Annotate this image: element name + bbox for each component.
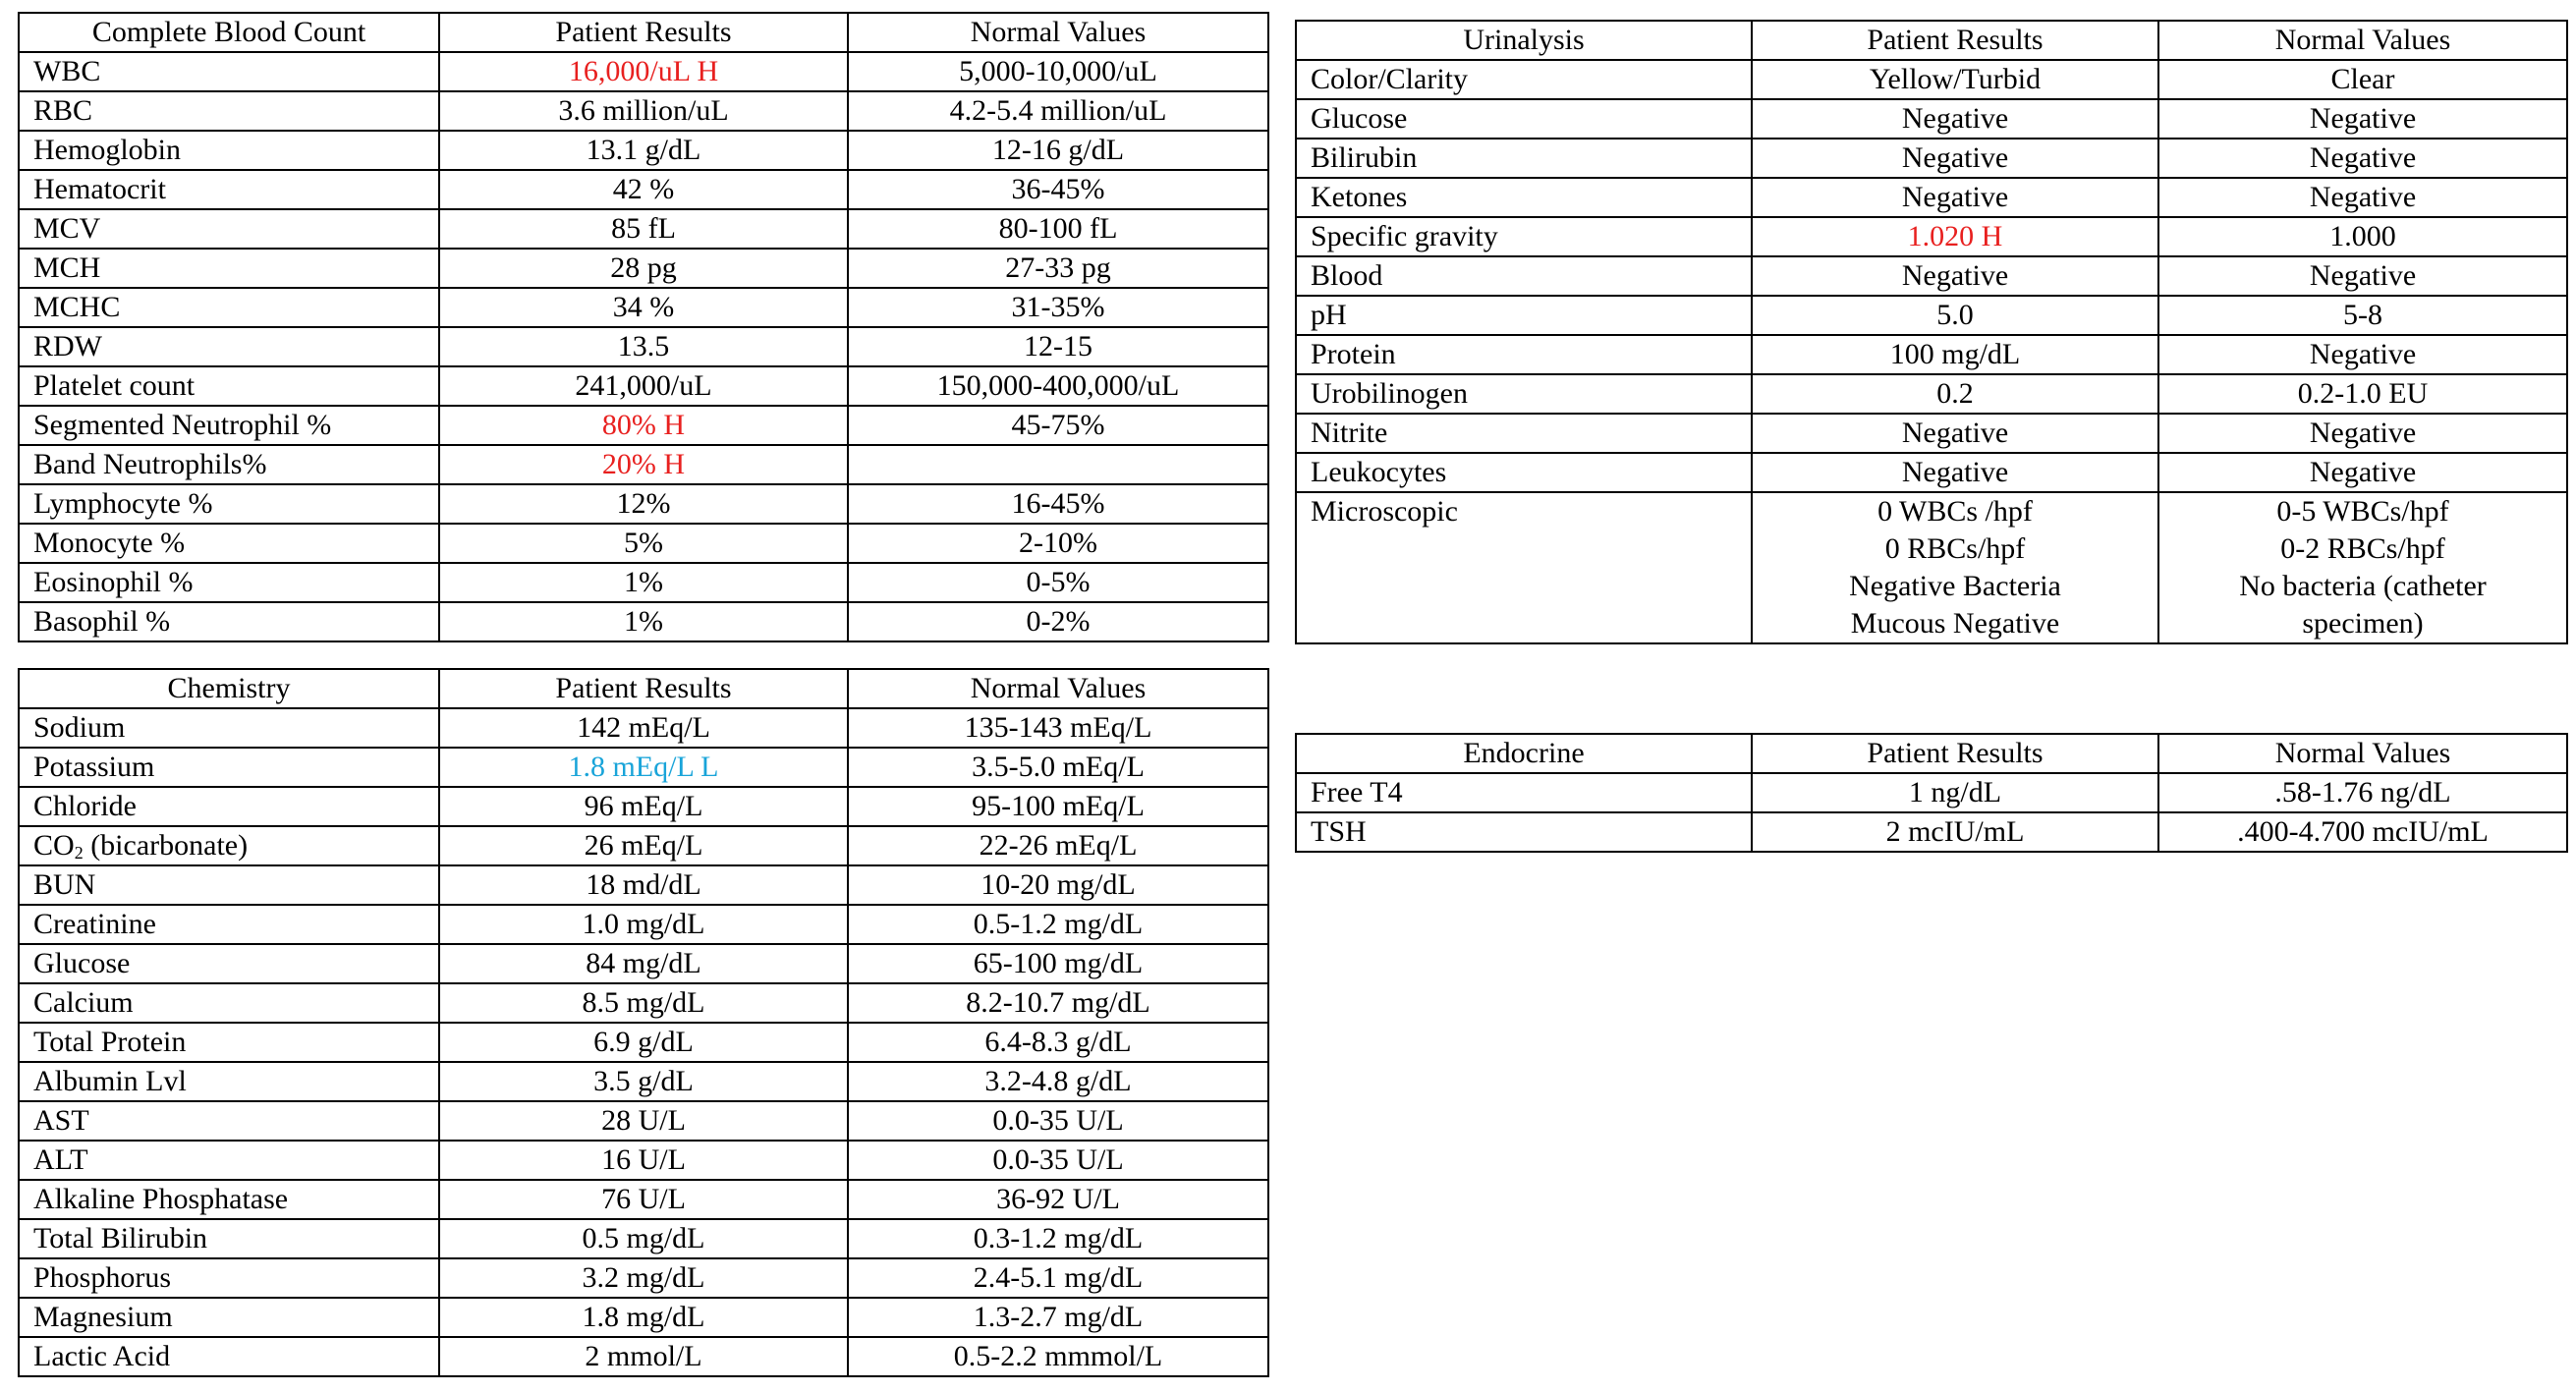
microscopic-normal-line: No bacteria (catheter: [2239, 570, 2487, 602]
cbc-test-name: Platelet count: [19, 366, 439, 406]
cbc-patient-result: 13.5: [439, 327, 848, 366]
cbc-row: [19, 209, 1268, 249]
urinalysis-row: [1296, 178, 2567, 217]
chemistry-row: [19, 1023, 1268, 1062]
urinalysis-table: [1295, 20, 2568, 644]
cbc-patient-result: 42 %: [439, 170, 848, 209]
cbc-body: [19, 13, 1268, 641]
cbc-row: [19, 131, 1268, 170]
endocrine-patient-result: 1 ng/dL: [1752, 773, 2158, 812]
cbc-test-name: WBC: [19, 52, 439, 91]
chemistry-patient-result: 96 mEq/L: [439, 787, 848, 826]
chemistry-row: [19, 708, 1268, 748]
chemistry-normal-value: 95-100 mEq/L: [848, 787, 1268, 826]
cbc-test-name: Band Neutrophils%: [19, 445, 439, 484]
chemistry-patient-result: 142 mEq/L: [439, 708, 848, 748]
cbc-row: [19, 602, 1268, 641]
chemistry-test-name: Creatinine: [19, 905, 439, 944]
chemistry-normal-value: 65-100 mg/dL: [848, 944, 1268, 983]
urinalysis-patient-result: Negative: [1752, 178, 2158, 217]
cbc-test-name: MCHC: [19, 288, 439, 327]
chemistry-test-name: Calcium: [19, 983, 439, 1023]
chemistry-patient-result: 26 mEq/L: [439, 826, 848, 865]
urinalysis-normal-value: Negative: [2158, 139, 2567, 178]
chemistry-test-name: Lactic Acid: [19, 1337, 439, 1376]
cbc-row: [19, 249, 1268, 288]
chemistry-row: [19, 1298, 1268, 1337]
cbc-normal-value: [848, 445, 1268, 484]
cbc-test-name: Hematocrit: [19, 170, 439, 209]
cbc-normal-value: 0-2%: [848, 602, 1268, 641]
cbc-header-row: [19, 13, 1268, 52]
chemistry-normal-value: 6.4-8.3 g/dL: [848, 1023, 1268, 1062]
chemistry-patient-result: 16 U/L: [439, 1141, 848, 1180]
microscopic-result-line: Negative Bacteria: [1849, 570, 2061, 602]
microscopic-normal-line: 0-5 WBCs/hpf: [2276, 495, 2449, 528]
cbc-normal-value: 27-33 pg: [848, 249, 1268, 288]
cbc-patient-result: 1%: [439, 602, 848, 641]
cbc-row: [19, 524, 1268, 563]
cbc-patient-result: 1%: [439, 563, 848, 602]
endocrine-header-row: [1296, 734, 2567, 773]
chemistry-patient-result: 28 U/L: [439, 1101, 848, 1141]
urinalysis-row: [1296, 414, 2567, 453]
chemistry-normal-value: 3.5-5.0 mEq/L: [848, 748, 1268, 787]
cbc-test-name: Eosinophil %: [19, 563, 439, 602]
chemistry-normal-value: 36-92 U/L: [848, 1180, 1268, 1219]
urinalysis-row: [1296, 99, 2567, 139]
chemistry-test-name: Sodium: [19, 708, 439, 748]
chemistry-test-name: Albumin Lvl: [19, 1062, 439, 1101]
microscopic-normal-line: 0-2 RBCs/hpf: [2280, 532, 2445, 565]
cbc-patient-result: 85 fL: [439, 209, 848, 249]
cbc-header-normal: Normal Values: [848, 13, 1268, 52]
urinalysis-test-name: Protein: [1296, 335, 1752, 374]
chemistry-patient-result: 1.8 mg/dL: [439, 1298, 848, 1337]
cbc-row: [19, 170, 1268, 209]
chemistry-patient-result: 8.5 mg/dL: [439, 983, 848, 1023]
cbc-normal-value: 2-10%: [848, 524, 1268, 563]
chemistry-normal-value: 22-26 mEq/L: [848, 826, 1268, 865]
cbc-row: [19, 406, 1268, 445]
chemistry-test-name: [19, 826, 439, 865]
urinalysis-row: [1296, 296, 2567, 335]
urinalysis-patient-result: 1.020 H: [1752, 217, 2158, 256]
endocrine-header-test: Endocrine: [1296, 734, 1752, 773]
urinalysis-patient-result: Negative: [1752, 414, 2158, 453]
chemistry-header-row: [19, 669, 1268, 708]
urinalysis-test-name: Microscopic: [1296, 492, 1752, 643]
urinalysis-patient-result: Negative: [1752, 256, 2158, 296]
endocrine-body: [1296, 734, 2567, 852]
chemistry-row: [19, 905, 1268, 944]
chemistry-test-name: Total Protein: [19, 1023, 439, 1062]
urinalysis-normal-value: Negative: [2158, 335, 2567, 374]
urinalysis-normal-value: Clear: [2158, 60, 2567, 99]
cbc-normal-value: 80-100 fL: [848, 209, 1268, 249]
cbc-patient-result: 20% H: [439, 445, 848, 484]
endocrine-test-name: Free T4: [1296, 773, 1752, 812]
cbc-row: [19, 91, 1268, 131]
chemistry-test-name: BUN: [19, 865, 439, 905]
chemistry-row: [19, 1141, 1268, 1180]
cbc-normal-value: 5,000-10,000/uL: [848, 52, 1268, 91]
urinalysis-body: [1296, 21, 2567, 643]
endocrine-patient-result: 2 mcIU/mL: [1752, 812, 2158, 852]
urinalysis-test-name: pH: [1296, 296, 1752, 335]
cbc-patient-result: 241,000/uL: [439, 366, 848, 406]
endocrine-normal-value: .58-1.76 ng/dL: [2158, 773, 2567, 812]
chemistry-patient-result: 1.0 mg/dL: [439, 905, 848, 944]
cbc-normal-value: 12-15: [848, 327, 1268, 366]
cbc-row: [19, 563, 1268, 602]
urinalysis-patient-result: Yellow/Turbid: [1752, 60, 2158, 99]
chemistry-row: [19, 1180, 1268, 1219]
urinalysis-normal-value: Negative: [2158, 453, 2567, 492]
cbc-row: [19, 445, 1268, 484]
chemistry-patient-result: 76 U/L: [439, 1180, 848, 1219]
chemistry-normal-value: 10-20 mg/dL: [848, 865, 1268, 905]
cbc-normal-value: 36-45%: [848, 170, 1268, 209]
chemistry-normal-value: 135-143 mEq/L: [848, 708, 1268, 748]
urinalysis-patient-result: 5.0: [1752, 296, 2158, 335]
cbc-patient-result: 16,000/uL H: [439, 52, 848, 91]
chemistry-header-normal: Normal Values: [848, 669, 1268, 708]
cbc-test-name: Monocyte %: [19, 524, 439, 563]
cbc-normal-value: 45-75%: [848, 406, 1268, 445]
chemistry-patient-result: 84 mg/dL: [439, 944, 848, 983]
endocrine-normal-value: .400-4.700 mcIU/mL: [2158, 812, 2567, 852]
chemistry-normal-value: 3.2-4.8 g/dL: [848, 1062, 1268, 1101]
chemistry-test-name: ALT: [19, 1141, 439, 1180]
urinalysis-row: [1296, 60, 2567, 99]
urinalysis-patient-result: Negative: [1752, 453, 2158, 492]
cbc-patient-result: 3.6 million/uL: [439, 91, 848, 131]
cbc-patient-result: 5%: [439, 524, 848, 563]
endocrine-test-name: TSH: [1296, 812, 1752, 852]
urinalysis-header-normal: Normal Values: [2158, 21, 2567, 60]
chemistry-test-name: Chloride: [19, 787, 439, 826]
cbc-test-name: Segmented Neutrophil %: [19, 406, 439, 445]
cbc-test-name: MCH: [19, 249, 439, 288]
urinalysis-test-name: Glucose: [1296, 99, 1752, 139]
urinalysis-row: [1296, 217, 2567, 256]
cbc-test-name: Lymphocyte %: [19, 484, 439, 524]
cbc-row: [19, 327, 1268, 366]
urinalysis-normal-value: 0.2-1.0 EU: [2158, 374, 2567, 414]
cbc-normal-value: 16-45%: [848, 484, 1268, 524]
chemistry-row: [19, 826, 1268, 865]
chemistry-row: [19, 1062, 1268, 1101]
microscopic-normal-line: specimen): [2302, 607, 2424, 640]
cbc-table: [18, 12, 1269, 642]
microscopic-result-line: 0 WBCs /hpf: [1877, 495, 2033, 528]
cbc-test-name: RDW: [19, 327, 439, 366]
urinalysis-row: [1296, 374, 2567, 414]
chemistry-patient-result: 3.2 mg/dL: [439, 1258, 848, 1298]
co2-label-rest: (bicarbonate): [83, 829, 249, 862]
urinalysis-normal-value: Negative: [2158, 256, 2567, 296]
chemistry-header-test: Chemistry: [19, 669, 439, 708]
urinalysis-test-name: Blood: [1296, 256, 1752, 296]
chemistry-header-result: Patient Results: [439, 669, 848, 708]
cbc-test-name: MCV: [19, 209, 439, 249]
chemistry-patient-result: 2 mmol/L: [439, 1337, 848, 1376]
chemistry-patient-result: 3.5 g/dL: [439, 1062, 848, 1101]
urinalysis-row: [1296, 256, 2567, 296]
cbc-row: [19, 484, 1268, 524]
urinalysis-test-name: Ketones: [1296, 178, 1752, 217]
urinalysis-patient-result: Negative: [1752, 139, 2158, 178]
urinalysis-normal-value: 5-8: [2158, 296, 2567, 335]
cbc-test-name: Basophil %: [19, 602, 439, 641]
urinalysis-patient-result: 100 mg/dL: [1752, 335, 2158, 374]
chemistry-normal-value: 0.0-35 U/L: [848, 1141, 1268, 1180]
chemistry-test-name: Magnesium: [19, 1298, 439, 1337]
chemistry-row: [19, 787, 1268, 826]
co2-label-main: CO: [33, 829, 75, 862]
urinalysis-patient-result: 0.2: [1752, 374, 2158, 414]
urinalysis-microscopic-results: [1752, 492, 2158, 643]
microscopic-result-line: 0 RBCs/hpf: [1884, 532, 2026, 565]
urinalysis-row: [1296, 335, 2567, 374]
urinalysis-normal-value: Negative: [2158, 178, 2567, 217]
urinalysis-header-row: [1296, 21, 2567, 60]
chemistry-body: [19, 669, 1268, 1376]
urinalysis-row: [1296, 139, 2567, 178]
cbc-row: [19, 288, 1268, 327]
co2-label-subscript: 2: [74, 843, 84, 863]
chemistry-table: [18, 668, 1269, 1377]
endocrine-table: [1295, 733, 2568, 853]
chemistry-normal-value: 0.5-1.2 mg/dL: [848, 905, 1268, 944]
chemistry-normal-value: 0.5-2.2 mmmol/L: [848, 1337, 1268, 1376]
chemistry-patient-result: 6.9 g/dL: [439, 1023, 848, 1062]
chemistry-patient-result: 0.5 mg/dL: [439, 1219, 848, 1258]
chemistry-row: [19, 1258, 1268, 1298]
cbc-patient-result: 13.1 g/dL: [439, 131, 848, 170]
cbc-normal-value: 31-35%: [848, 288, 1268, 327]
endocrine-row: [1296, 812, 2567, 852]
cbc-patient-result: 80% H: [439, 406, 848, 445]
cbc-patient-result: 34 %: [439, 288, 848, 327]
chemistry-row: [19, 865, 1268, 905]
microscopic-result-line: Mucous Negative: [1850, 607, 2060, 640]
cbc-header-test: Complete Blood Count: [19, 13, 439, 52]
chemistry-normal-value: 0.0-35 U/L: [848, 1101, 1268, 1141]
urinalysis-header-test: Urinalysis: [1296, 21, 1752, 60]
cbc-row: [19, 52, 1268, 91]
urinalysis-test-name: Bilirubin: [1296, 139, 1752, 178]
urinalysis-microscopic-normals: [2158, 492, 2567, 643]
chemistry-test-name: Phosphorus: [19, 1258, 439, 1298]
urinalysis-test-name: Nitrite: [1296, 414, 1752, 453]
cbc-normal-value: 150,000-400,000/uL: [848, 366, 1268, 406]
chemistry-normal-value: 8.2-10.7 mg/dL: [848, 983, 1268, 1023]
cbc-test-name: RBC: [19, 91, 439, 131]
cbc-patient-result: 12%: [439, 484, 848, 524]
urinalysis-header-result: Patient Results: [1752, 21, 2158, 60]
chemistry-test-name: AST: [19, 1101, 439, 1141]
chemistry-row: [19, 944, 1268, 983]
endocrine-header-result: Patient Results: [1752, 734, 2158, 773]
chemistry-test-name: Alkaline Phosphatase: [19, 1180, 439, 1219]
urinalysis-normal-value: Negative: [2158, 414, 2567, 453]
chemistry-test-name: Total Bilirubin: [19, 1219, 439, 1258]
chemistry-row: [19, 748, 1268, 787]
cbc-test-name: Hemoglobin: [19, 131, 439, 170]
urinalysis-normal-value: Negative: [2158, 99, 2567, 139]
chemistry-test-name: Potassium: [19, 748, 439, 787]
cbc-patient-result: 28 pg: [439, 249, 848, 288]
chemistry-row: [19, 1101, 1268, 1141]
cbc-normal-value: 12-16 g/dL: [848, 131, 1268, 170]
cbc-normal-value: 0-5%: [848, 563, 1268, 602]
chemistry-test-name: Glucose: [19, 944, 439, 983]
cbc-row: [19, 366, 1268, 406]
chemistry-patient-result: 1.8 mEq/L L: [439, 748, 848, 787]
chemistry-patient-result: 18 md/dL: [439, 865, 848, 905]
urinalysis-row: [1296, 453, 2567, 492]
chemistry-row: [19, 1337, 1268, 1376]
chemistry-normal-value: 1.3-2.7 mg/dL: [848, 1298, 1268, 1337]
cbc-header-result: Patient Results: [439, 13, 848, 52]
chemistry-normal-value: 2.4-5.1 mg/dL: [848, 1258, 1268, 1298]
chemistry-normal-value: 0.3-1.2 mg/dL: [848, 1219, 1268, 1258]
urinalysis-test-name: Color/Clarity: [1296, 60, 1752, 99]
endocrine-row: [1296, 773, 2567, 812]
urinalysis-test-name: Urobilinogen: [1296, 374, 1752, 414]
chemistry-row: [19, 1219, 1268, 1258]
urinalysis-test-name: Specific gravity: [1296, 217, 1752, 256]
urinalysis-normal-value: 1.000: [2158, 217, 2567, 256]
chemistry-row: [19, 983, 1268, 1023]
urinalysis-patient-result: Negative: [1752, 99, 2158, 139]
cbc-normal-value: 4.2-5.4 million/uL: [848, 91, 1268, 131]
urinalysis-test-name: Leukocytes: [1296, 453, 1752, 492]
endocrine-header-normal: Normal Values: [2158, 734, 2567, 773]
urinalysis-microscopic-row: [1296, 492, 2567, 643]
